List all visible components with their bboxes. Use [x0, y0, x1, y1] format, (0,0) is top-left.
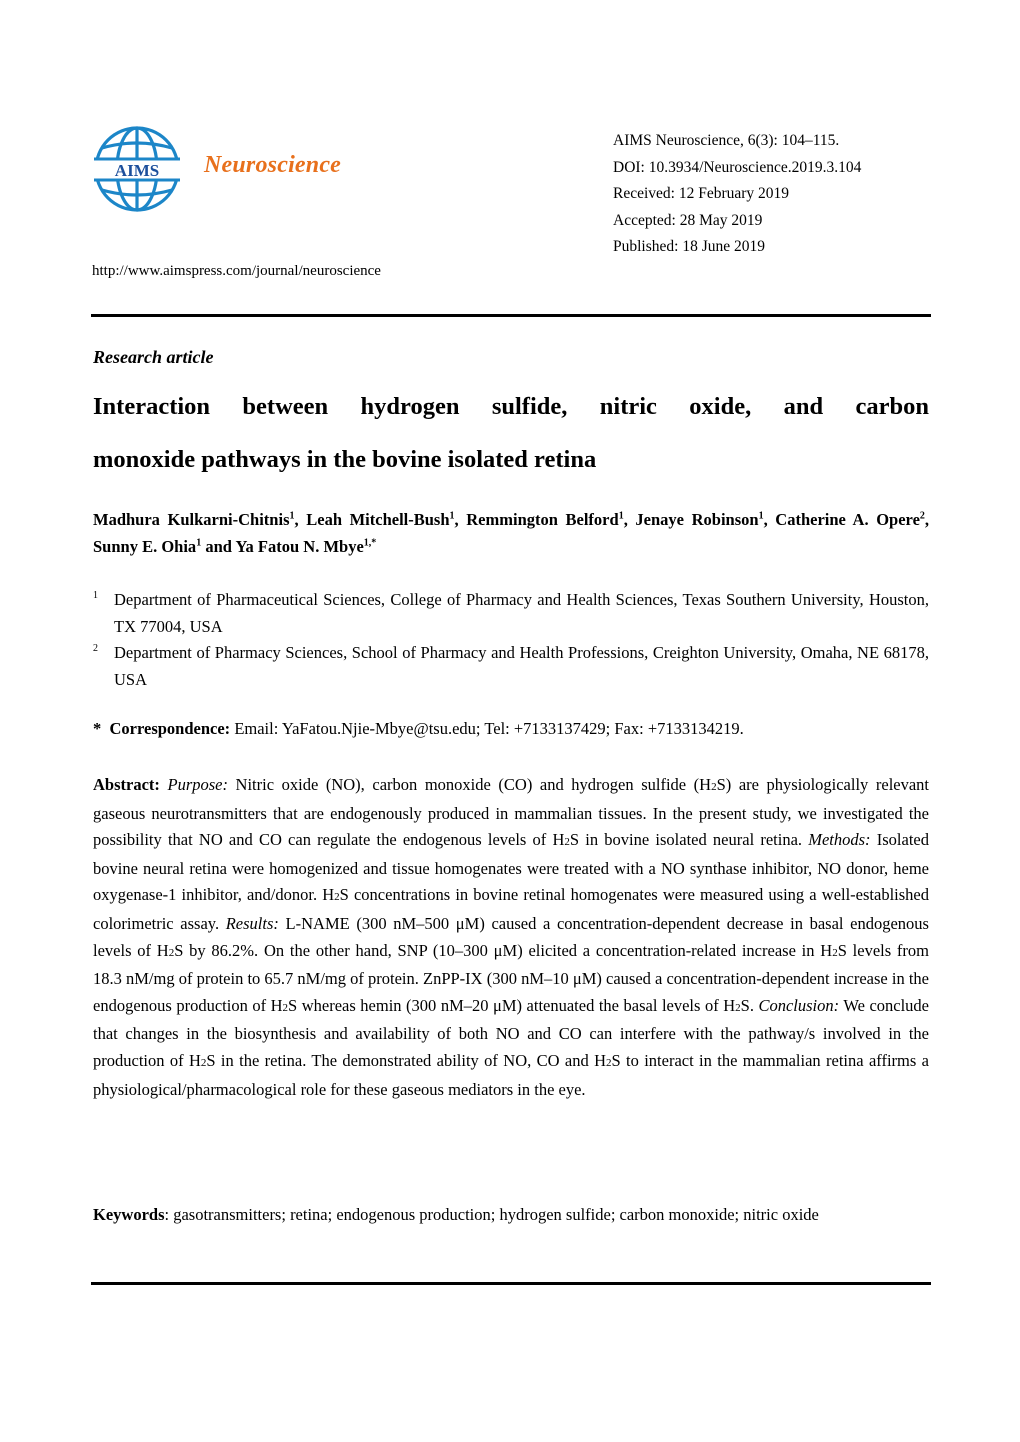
bottom-divider — [91, 1282, 931, 1285]
conclusion-label: Conclusion: — [758, 995, 840, 1015]
purpose-label: Purpose: — [167, 775, 228, 794]
methods-label: Methods: — [808, 830, 871, 850]
subscript: 2 — [200, 1056, 207, 1069]
keywords — [93, 1201, 929, 1228]
abstract — [93, 772, 929, 1103]
correspondence-contact: Email: YaFatou.Njie-Mbye@tsu.edu; Tel: +7133137429; Fax: +7133134219. — [234, 719, 744, 738]
author-separator: , — [454, 510, 467, 529]
abstract-text: Nitric oxide (NO), carbon monoxide (CO) and hydrogen sulfide (H — [227, 775, 712, 794]
keywords-label: Keywords — [93, 1205, 165, 1224]
published-date: Published: 18 June 2019 — [613, 238, 765, 255]
abstract-text: S) are physiologically relevant gaseous neurotransmitters that are endogenously produced in mammalian tissues. In the present study, we investigated the possibility that NO and CO can regulate the endogenous levels of H — [93, 775, 930, 850]
abstract-label: Abstract: — [93, 775, 160, 794]
subscript: 2 — [564, 836, 570, 849]
journal-url-link[interactable]: http://www.aimspress.com/journal/neuroscience — [92, 263, 381, 279]
abstract-text: We conclude that changes in the biosynthesis and availability of both NO and CO can interfere with the pathway/s involved in the production of H — [93, 995, 930, 1070]
abstract-text: S by 86.2%. On the other hand, SNP (10–300 μM) elicited a concentration-related increase in H — [174, 940, 833, 960]
author-separator: , — [623, 510, 636, 529]
author-affiliation-marker: 1 — [289, 510, 295, 522]
author-affiliation-marker: 1 — [196, 537, 202, 549]
abstract-text: S whereas hemin (300 nM–20 μM) attenuated the basal levels of H — [288, 995, 736, 1015]
journal-logo — [92, 124, 392, 216]
abstract-text: S in bovine isolated neural retina. — [569, 830, 809, 850]
aims-globe-icon — [92, 124, 182, 214]
journal-name: Neuroscience — [204, 152, 342, 178]
author-affiliation-marker: 1 — [618, 510, 624, 522]
received-date: Received: 12 February 2019 — [613, 185, 790, 202]
accepted-date: Accepted: 28 May 2019 — [613, 211, 763, 229]
correspondence — [93, 719, 744, 739]
citation: AIMS Neuroscience, 6(3): 104–115. — [613, 132, 840, 149]
doi[interactable]: DOI: 10.3934/Neuroscience.2019.3.104 — [613, 158, 862, 176]
author-affiliation-marker: 1 — [449, 510, 455, 522]
abstract-text: S in the retina. The demonstrated ability of NO, CO and H — [206, 1050, 606, 1070]
author-name: Jenaye Robinson — [635, 510, 759, 529]
author-name: Madhura Kulkarni-Chitnis — [93, 510, 290, 529]
abstract-text: S to interact in the mammalian retina affirms a physiological/pharmacological role for these gaseous mediators in the eye. — [93, 1050, 929, 1099]
author-affiliation-marker: 1 — [758, 510, 764, 522]
affiliation-1 — [93, 587, 929, 640]
author-affiliation-marker: 1,* — [363, 537, 377, 549]
article-metadata — [613, 128, 861, 261]
abstract-text: S levels from 18.3 nM/mg of protein to 65.7 nM/mg of protein. ZnPP-IX (300 nM–10 μM) caused a concentration-dependent increase in the endogenous production of H — [93, 940, 929, 1015]
svg-text:AIMS: AIMS — [114, 161, 160, 180]
author-name: Ya Fatou N. Mbye — [235, 537, 364, 556]
subscript: 2 — [711, 781, 717, 793]
affiliation-text: Department of Pharmacy Sciences, School of Pharmacy and Health Professions, Creighton University, Omaha, NE 68178, USA — [114, 643, 929, 689]
author-separator: and — [201, 537, 236, 556]
subscript: 2 — [282, 1001, 289, 1014]
author-separator: , — [924, 510, 930, 529]
affiliation-2 — [93, 640, 929, 693]
author-name: Sunny E. Ohia — [93, 537, 197, 556]
subscript: 2 — [605, 1056, 612, 1069]
affiliation-number: 2 — [93, 643, 98, 654]
affiliation-text: Department of Pharmaceutical Sciences, College of Pharmacy and Health Sciences, Texas Southern University, Houston, TX 77004, USA — [114, 590, 929, 636]
subscript: 2 — [735, 1001, 741, 1014]
author-affiliation-marker: 2 — [919, 510, 925, 522]
subscript: 2 — [334, 891, 340, 904]
abstract-text: Isolated bovine neural retina were homogenized and tissue homogenates were treated with a NO synthase inhibitor, NO donor, heme oxygenase-1 inhibitor, and/donor. H — [93, 830, 929, 905]
title-line-2: monoxide pathways in the bovine isolated retina — [93, 446, 597, 473]
article-type: Research article — [93, 347, 214, 367]
author-list — [93, 506, 929, 560]
author-separator: , — [763, 510, 776, 529]
abstract-text: L-NAME (300 nM–500 μM) caused a concentration-dependent decrease in basal endogenous levels of H — [93, 913, 929, 960]
top-divider — [91, 314, 931, 317]
author-separator: , — [294, 510, 307, 529]
title-line-1: Interaction between hydrogen sulfide, nitric oxide, and carbon — [93, 393, 929, 420]
abstract-text: S concentrations in bovine retinal homogenates were measured using a well-established colorimetric assay. — [93, 885, 929, 933]
subscript: 2 — [832, 946, 838, 959]
author-name: Remmington Belford — [466, 510, 619, 529]
author-name: Catherine A. Opere — [775, 510, 920, 529]
correspondence-star: * — [93, 719, 102, 738]
correspondence-label: Correspondence: — [109, 719, 231, 738]
article-title — [93, 380, 929, 486]
keywords-text: : gasotransmitters; retina; endogenous production; hydrogen sulfide; carbon monoxide; nitric oxide — [164, 1205, 819, 1224]
results-label: Results: — [225, 913, 279, 933]
subscript: 2 — [168, 946, 175, 959]
author-name: Leah Mitchell-Bush — [306, 510, 450, 529]
affiliation-number: 1 — [93, 590, 98, 601]
abstract-text: S. — [740, 995, 759, 1015]
